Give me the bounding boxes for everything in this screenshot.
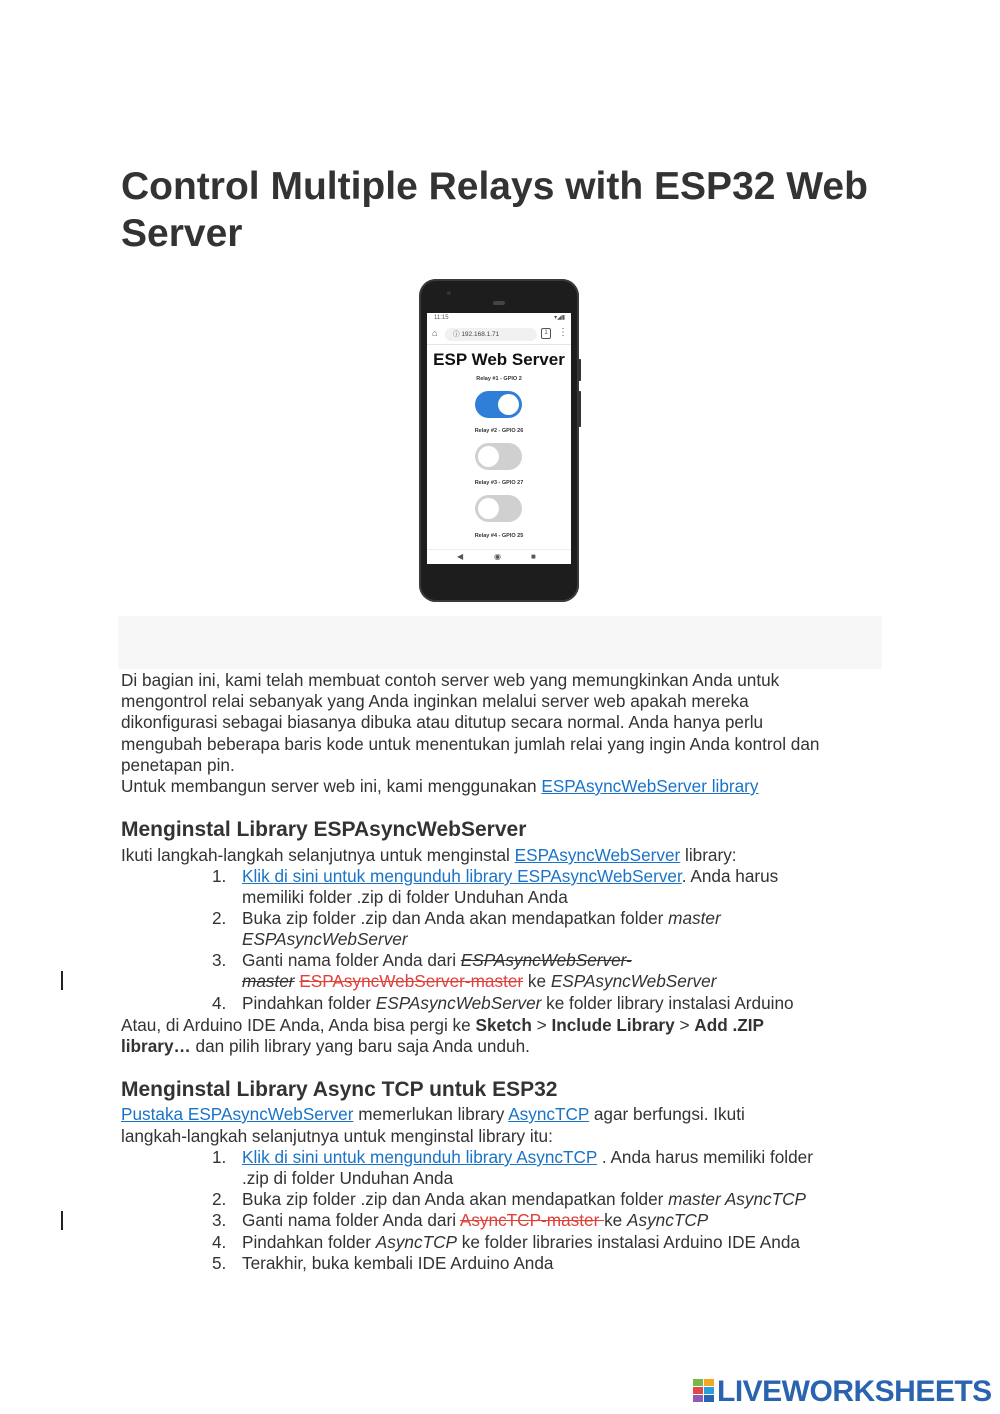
section1-intro-suffix: library: xyxy=(680,845,737,865)
list-item-text: ke xyxy=(604,1210,628,1230)
intro-line: penetapan pin. xyxy=(121,755,235,775)
list-item-text: . Anda harus xyxy=(681,866,779,886)
list-item xyxy=(242,950,632,971)
menu-path-include-library: Include Library xyxy=(551,1015,675,1035)
recents-icon: ■ xyxy=(531,552,536,561)
espasyncwebserver-library-link[interactable]: ESPAsyncWebServer library xyxy=(541,776,759,796)
struck-text: ESPAsyncWebServer- xyxy=(460,950,632,970)
espasyncwebserver-link[interactable]: ESPAsyncWebServer xyxy=(514,845,681,865)
intro-line: mengubah beberapa baris kode untuk menentukan jumlah relai yang ingin Anda kontrol dan xyxy=(121,734,820,754)
list-item-text: Pindahkan folder xyxy=(242,993,376,1013)
download-asynctcp-link[interactable]: Klik di sini untuk mengunduh library AsyncTCP xyxy=(242,1147,598,1167)
section1-intro xyxy=(121,845,737,866)
asynctcp-link[interactable]: AsyncTCP xyxy=(508,1104,590,1124)
list-number: 2. xyxy=(212,1189,227,1209)
after-text: dan pilih library yang baru saja Anda unduh. xyxy=(190,1036,530,1056)
power-button xyxy=(578,359,581,381)
logo-blocks-icon xyxy=(693,1379,715,1403)
section1-heading: Menginstal Library ESPAsyncWebServer xyxy=(121,818,527,841)
camera-icon xyxy=(447,291,451,295)
status-time: 11:15 xyxy=(434,315,449,321)
relay-toggle xyxy=(475,495,522,522)
esp-web-server-title: ESP Web Server xyxy=(433,350,565,369)
status-bar xyxy=(427,313,571,324)
list-item xyxy=(242,993,794,1014)
list-item xyxy=(242,1189,806,1210)
menu-separator: > xyxy=(531,1015,552,1035)
relay-label: Relay #2 - GPIO 26 xyxy=(474,428,524,434)
volume-button xyxy=(578,391,581,427)
list-item-text: ke folder libraries instalasi Arduino IDE Anda xyxy=(456,1232,800,1252)
struck-red-text: AsyncTCP-master xyxy=(459,1210,605,1230)
relay-toggle xyxy=(475,443,522,470)
list-number: 3. xyxy=(212,950,227,970)
list-item-text: ke xyxy=(523,971,551,991)
back-icon: ◀ xyxy=(457,552,464,561)
menu-path-library: library… xyxy=(121,1036,191,1056)
section2-intro-text: memerlukan library xyxy=(353,1104,509,1124)
section1-after xyxy=(121,1015,764,1036)
list-item-text: . Anda harus memiliki folder xyxy=(597,1147,813,1167)
home-circle-icon: ◉ xyxy=(494,552,501,561)
intro-line: dikonfigurasi sebagai biasanya dibuka atau ditutup secara normal. Anda hanya perlu xyxy=(121,712,764,732)
url-text: 192.168.1.71 xyxy=(461,331,500,338)
build-line xyxy=(121,776,759,797)
list-item-text: ke folder library instalasi Arduino xyxy=(541,993,794,1013)
struck-text: master xyxy=(242,971,295,991)
android-nav-bar xyxy=(427,549,571,564)
list-item-text: Ganti nama folder Anda dari xyxy=(242,1210,460,1230)
signal-battery-icon: ▾◢▮ xyxy=(554,315,565,321)
menu-icon: ⋮ xyxy=(558,327,568,338)
speaker-grille xyxy=(493,301,505,305)
list-item-emphasis: AsyncTCP xyxy=(375,1232,457,1252)
text-cursor xyxy=(61,1211,63,1230)
page-title: Control Multiple Relays with ESP32 Web Server xyxy=(121,165,868,255)
list-item-text: memiliki folder .zip di folder Unduhan Anda xyxy=(242,887,568,907)
section2-intro-text: agar berfungsi. Ikuti xyxy=(589,1104,745,1124)
list-number: 2. xyxy=(212,908,227,928)
relay-label: Relay #1 - GPIO 2 xyxy=(476,376,522,382)
info-icon: ⓘ xyxy=(453,331,462,338)
pustaka-espasyncwebserver-link[interactable]: Pustaka ESPAsyncWebServer xyxy=(121,1104,354,1124)
list-number: 4. xyxy=(212,1232,227,1252)
url-field xyxy=(445,328,537,341)
section1-intro-text: Ikuti langkah-langkah selanjutnya untuk menginstal xyxy=(121,845,515,865)
relay-label: Relay #4 - GPIO 25 xyxy=(474,533,524,539)
struck-red-text: ESPAsyncWebServer-master xyxy=(299,971,524,991)
list-item-emphasis: ESPAsyncWebServer xyxy=(550,971,717,991)
list-item xyxy=(242,971,716,992)
logo-text: LIVEWORKSHEETS xyxy=(717,1375,992,1408)
phone-screenshot xyxy=(419,279,579,602)
download-espasyncwebserver-link[interactable]: Klik di sini untuk mengunduh library ESPAsyncWebServer xyxy=(242,866,682,886)
after-text: Atau, di Arduino IDE Anda, Anda bisa pergi ke xyxy=(121,1015,476,1035)
list-item-text: Pindahkan folder xyxy=(242,1232,376,1252)
intro-line: mengontrol relai sebanyak yang Anda inginkan melalui server web apakah mereka xyxy=(121,691,749,711)
list-item xyxy=(242,1147,813,1168)
relay-toggle xyxy=(475,391,522,418)
section2-intro-cont: langkah-langkah selanjutnya untuk menginstal library itu: xyxy=(121,1126,553,1146)
list-item-emphasis: master AsyncTCP xyxy=(668,1189,806,1209)
list-item xyxy=(242,866,778,887)
list-number: 3. xyxy=(212,1210,227,1230)
list-item-text: Ganti nama folder Anda dari xyxy=(242,950,461,970)
list-item xyxy=(242,908,721,929)
list-item xyxy=(242,1210,708,1231)
phone-screen xyxy=(427,313,571,564)
section2-heading: Menginstal Library Async TCP untuk ESP32 xyxy=(121,1078,558,1101)
text-cursor xyxy=(61,971,63,990)
list-item-emphasis: AsyncTCP xyxy=(627,1210,709,1230)
menu-separator: > xyxy=(674,1015,695,1035)
list-item-text: Buka zip folder .zip dan Anda akan mendapatkan folder xyxy=(242,908,669,928)
menu-path-add-zip: Add .ZIP xyxy=(694,1015,764,1035)
list-item-emphasis: ESPAsyncWebServer xyxy=(375,993,542,1013)
section1-after-cont xyxy=(121,1036,530,1057)
home-icon: ⌂ xyxy=(432,328,438,338)
relay-label: Relay #3 - GPIO 27 xyxy=(474,480,524,486)
list-item-emphasis: master xyxy=(668,908,721,928)
list-item xyxy=(242,1232,800,1253)
browser-url-bar xyxy=(427,325,571,345)
list-number: 1. xyxy=(212,866,227,886)
intro-line: Di bagian ini, kami telah membuat contoh server web yang memungkinkan Anda untuk xyxy=(121,670,780,690)
list-number: 1. xyxy=(212,1147,227,1167)
menu-path-sketch: Sketch xyxy=(475,1015,532,1035)
section2-intro xyxy=(121,1104,745,1125)
list-number: 4. xyxy=(212,993,227,1013)
list-item-text: Buka zip folder .zip dan Anda akan mendapatkan folder xyxy=(242,1189,669,1209)
list-item-emphasis: ESPAsyncWebServer xyxy=(242,929,408,949)
tabs-icon: 1 xyxy=(541,328,551,339)
list-number: 5. xyxy=(212,1253,227,1273)
list-item-text: Terakhir, buka kembali IDE Arduino Anda xyxy=(242,1253,554,1273)
build-text: Untuk membangun server web ini, kami menggunakan xyxy=(121,776,542,796)
list-item-text: .zip di folder Unduhan Anda xyxy=(242,1168,454,1188)
caption-placeholder xyxy=(118,616,882,669)
